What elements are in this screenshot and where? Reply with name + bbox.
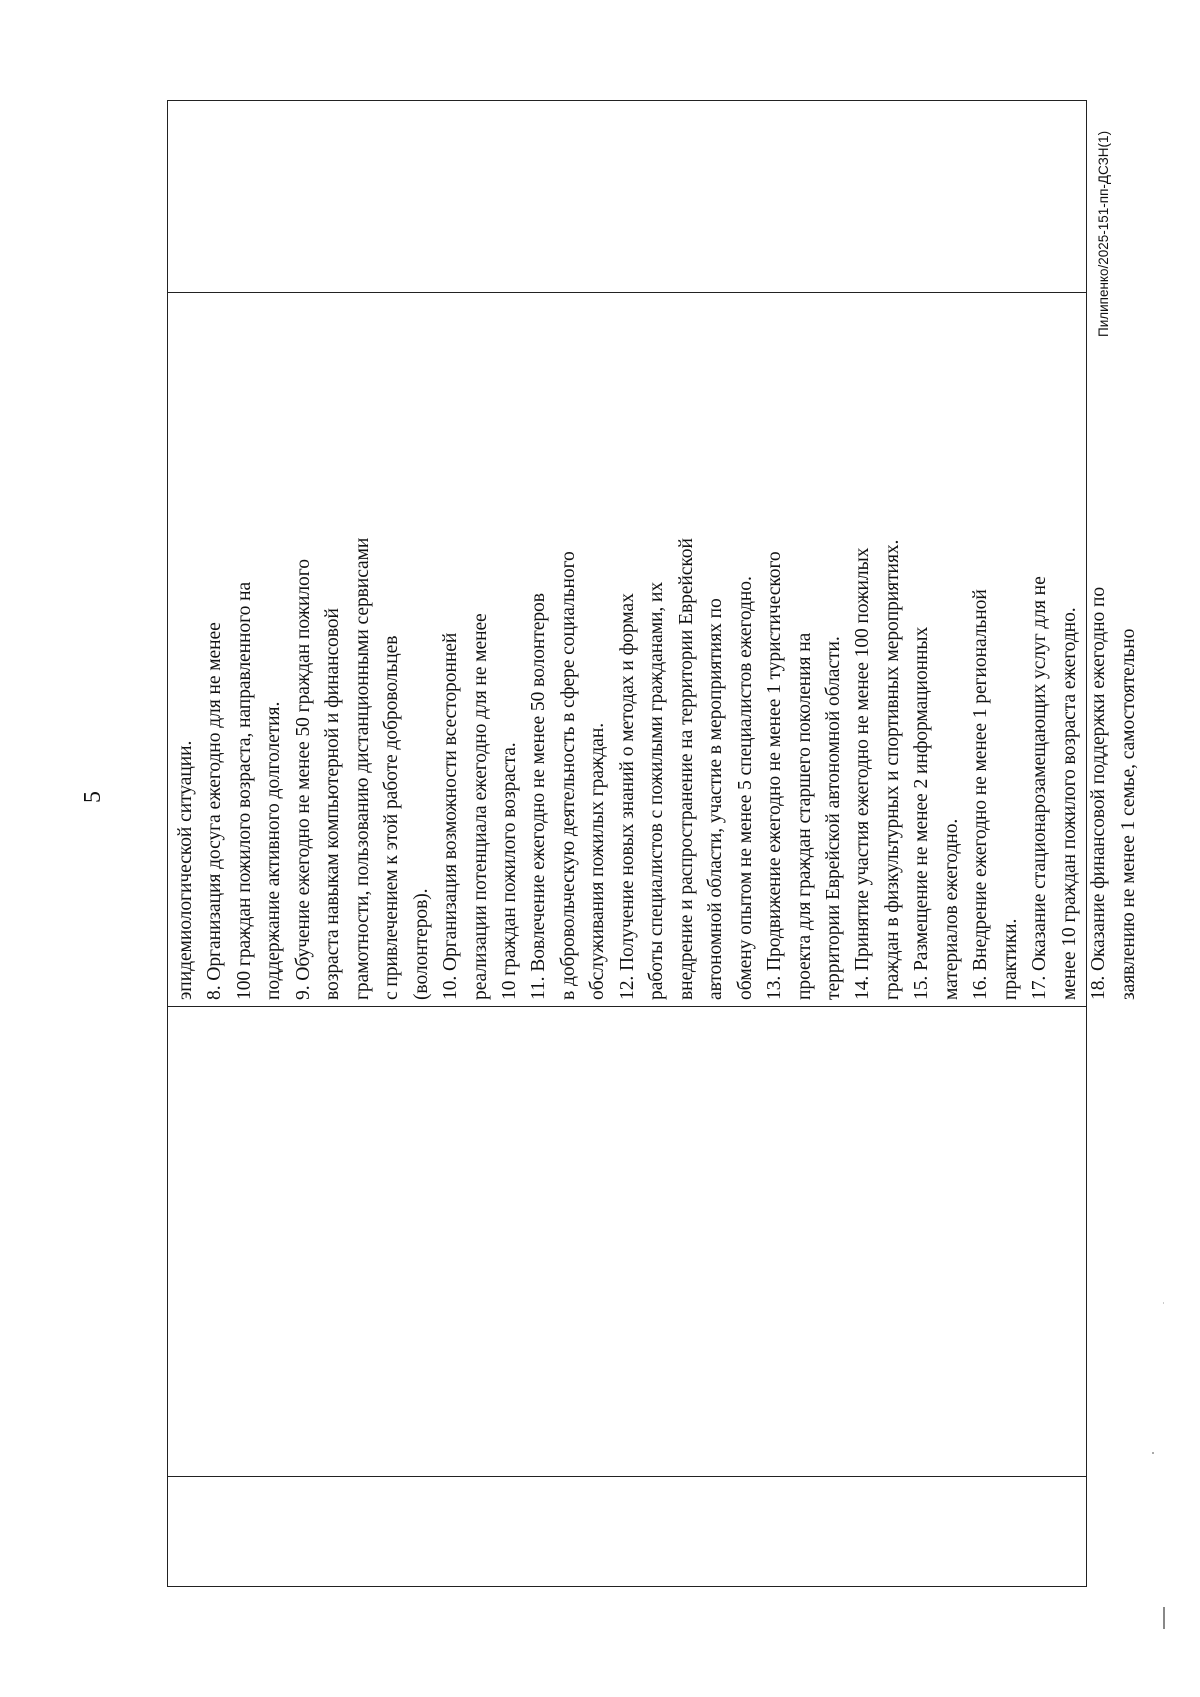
expected-result-line: в добровольческую деятельность в сфере социального (557, 551, 579, 1000)
expected-result-line: внедрение и распространение на территории Еврейской (675, 538, 697, 1000)
table-column-2 (168, 1006, 1086, 1476)
expected-result-line: 18. Оказание финансовой поддержки ежегодно по (1088, 586, 1110, 1000)
expected-result-line: 13. Продвижение ежегодно не менее 1 туристического (764, 551, 786, 1000)
expected-result-line: 9. Обучение ежегодно не менее 50 граждан пожилого (292, 559, 314, 1000)
expected-result-line: автономной области, участие в мероприятиях по (705, 598, 727, 1000)
expected-result-line: заявлению не менее 1 семье, самостоятельно (1117, 628, 1139, 1000)
expected-result-line: 16. Внедрение ежегодно не менее 1 региональной (970, 589, 992, 1000)
expected-result-line: 11. Вовлечение ежегодно не менее 50 волонтеров (528, 593, 550, 1000)
expected-result-line: территории Еврейской автономной области. (822, 636, 844, 1000)
expected-result-line: менее 10 граждан пожилого возраста ежегодно. (1058, 607, 1080, 1000)
expected-result-line: (волонтеров). (410, 888, 432, 1000)
expected-result-line: грамотности, пользованию дистанционными сервисами (351, 537, 373, 1000)
table-column-4 (168, 101, 1086, 292)
page-number: 5 (80, 791, 106, 803)
expected-result-line: обслуживания пожилых граждан. (587, 722, 609, 1000)
expected-result-line: 15. Размещение не менее 2 информационных (911, 626, 933, 1000)
expected-result-line: материалов ежегодно. (940, 818, 962, 1000)
expected-result-line: обмену опытом не менее 5 специалистов ежегодно. (734, 576, 756, 1000)
expected-result-line: реализации потенциала ежегодно для не менее (469, 613, 491, 1000)
expected-result-line: 100 граждан пожилого возраста, направленного на (233, 581, 255, 1000)
expected-result-line: 10 граждан пожилого возраста. (498, 742, 520, 1000)
expected-result-line: практики. (999, 918, 1021, 1000)
expected-result-line: 10. Организация возможности всесторонней (440, 632, 462, 1000)
expected-result-line: возраста навыкам компьютерной и финансовой (322, 608, 344, 1000)
expected-result-line: 8. Организация досуга ежегодно для не менее (204, 622, 226, 1000)
expected-result-line: работы специалистов с пожилыми гражданами, их (646, 581, 668, 1000)
expected-result-line: 14. Принятие участия ежегодно не менее 100 пожилых (852, 547, 874, 1000)
expected-result-line: с привлечением к этой работе добровольцев (381, 635, 403, 1000)
expected-result-line: проекта для граждан старшего поколения на (793, 632, 815, 1000)
expected-result-line: граждан в физкультурных и спортивных мероприятиях. (881, 539, 903, 1000)
expected-result-line: 12. Получение новых знаний о методах и формах (616, 593, 638, 1000)
document-reference-footer: Пилипенко/2025-151-пп-ДСЗН(1) (1096, 130, 1111, 337)
expected-result-line: поддержание активного долголетия. (263, 701, 285, 1000)
expected-result-line: 17. Оказание стационарозамещающих услуг для не (1029, 576, 1051, 1000)
table-column-expected-results (168, 292, 1139, 1006)
expected-result-line: эпидемиологической ситуации. (175, 740, 196, 1000)
table-column-1 (168, 1476, 1086, 1586)
